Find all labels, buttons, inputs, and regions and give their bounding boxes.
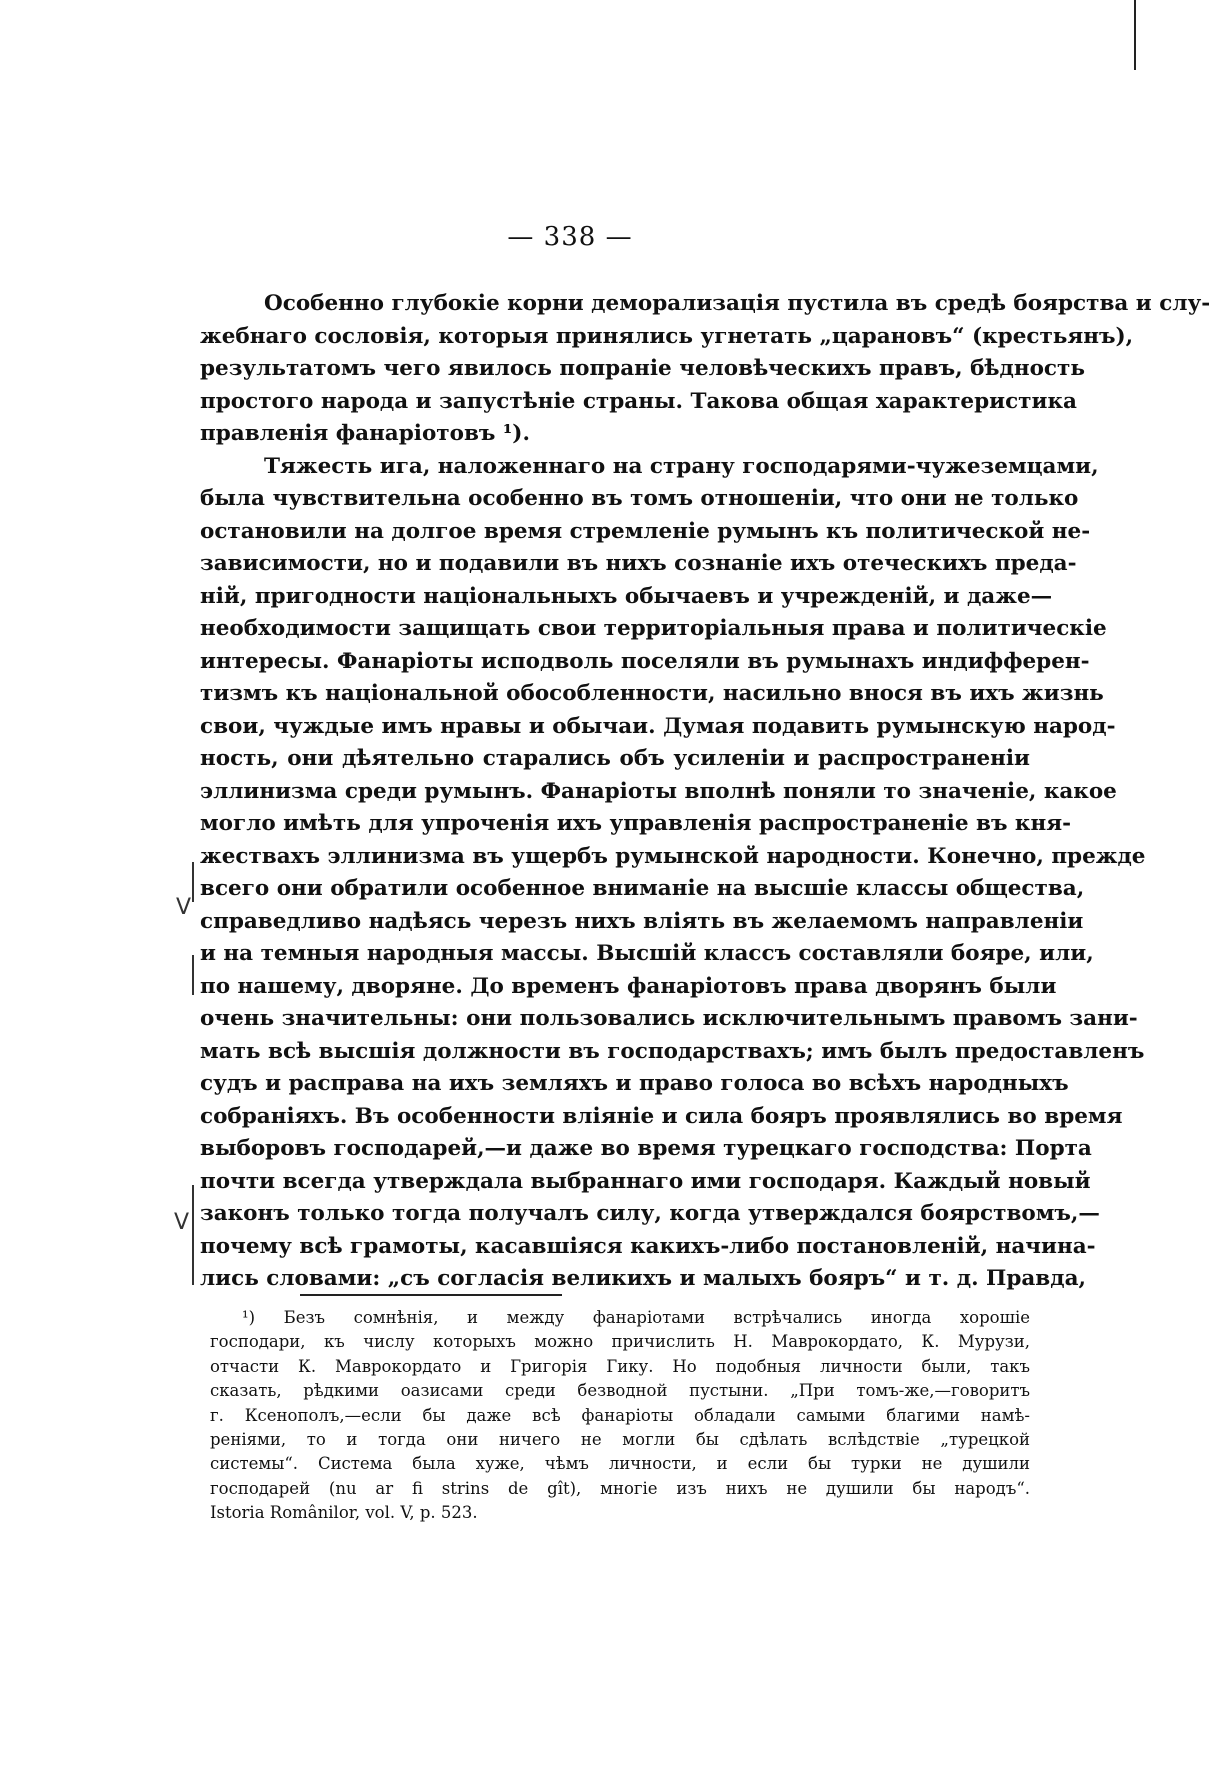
- text-line: по нашему, дворяне. До временъ фанаріотовъ права дворянъ были: [200, 973, 1057, 999]
- footnote-divider: [300, 1294, 562, 1296]
- text-line: тизмъ къ національной обособленности, насильно внося въ ихъ жизнь: [200, 681, 1104, 706]
- text-line: была чувствительна особенно въ томъ отношеніи, что они не только: [200, 486, 1079, 511]
- footnote-line: реніями, то и тогда они ничего не могли бы сдѣлать вслѣдствіе „турецкой: [210, 1429, 1030, 1449]
- text-line: судъ и расправа на ихъ земляхъ и право голоса во всѣхъ народныхъ: [200, 1071, 1069, 1096]
- text-line: результатомъ чего явилось попраніе человѣческихъ правъ, бѣдность: [200, 356, 1085, 381]
- page-edge-line: [1134, 0, 1136, 70]
- margin-check-mark: V: [174, 1210, 190, 1235]
- text-line: и на темныя народныя массы. Высшій классъ составляли бояре, или,: [200, 941, 1094, 966]
- text-line: могло имѣть для упроченія ихъ управленія распространеніе въ кня-: [200, 811, 1072, 836]
- text-line: мать всѣ высшія должности въ господарствахъ; имъ былъ предоставленъ: [200, 1038, 1145, 1064]
- footnote-line: г. Ксенополъ,—если бы даже всѣ фанаріоты обладали самыми благими намѣ-: [210, 1405, 1030, 1425]
- footnote-line: системы“. Система была хуже, чѣмъ личности, и если бы турки не душили: [210, 1454, 1030, 1474]
- text-line: остановили на долгое время стремленіе румынъ къ политической не-: [200, 518, 1091, 544]
- margin-bracket: [192, 955, 194, 995]
- text-line: собраніяхъ. Въ особенности вліяніе и сила бояръ проявлялись во время: [200, 1103, 1123, 1129]
- text-line: почему всѣ грамоты, касавшіяся какихъ-либо постановленій, начина-: [200, 1233, 1096, 1259]
- footnote-line: господарей (nu ar fi strins de gît), многіе изъ нихъ не душили бы народъ“.: [210, 1478, 1030, 1498]
- text-line: справедливо надѣясь черезъ нихъ вліять въ желаемомъ направленіи: [200, 908, 1084, 934]
- text-line: зависимости, но и подавили въ нихъ сознаніе ихъ отеческихъ преда-: [200, 551, 1077, 576]
- main-text-block: [200, 288, 1210, 1296]
- footnote-line: Istoria Românilor, vol. V, p. 523.: [210, 1503, 478, 1523]
- margin-check-mark: V: [176, 895, 192, 920]
- margin-bracket: [192, 1185, 194, 1285]
- text-line: всего они обратили особенное вниманіе на высшіе классы общества,: [200, 876, 1085, 901]
- text-line: правленія фанаріотовъ ¹).: [200, 421, 530, 446]
- footnote-block: [210, 1306, 1030, 1526]
- text-line: жествахъ эллинизма въ ущербъ румынской народности. Конечно, прежде: [200, 843, 1146, 869]
- page-number-header: — 338 —: [507, 222, 633, 252]
- text-line: ность, они дѣятельно старались объ усиленіи и распространеніи: [200, 746, 1030, 771]
- text-line: очень значительны: они пользовались исключительнымъ правомъ зани-: [200, 1006, 1138, 1031]
- footnote-line: господари, къ числу которыхъ можно причислить Н. Маврокордато, К. Мурузи,: [210, 1332, 1030, 1352]
- footnote-line: сказать, рѣдкими оазисами среди безводной пустыни. „При томъ-же,—говоритъ: [210, 1381, 1030, 1401]
- text-line: свои, чуждые имъ нравы и обычаи. Думая подавить румынскую народ-: [200, 713, 1116, 739]
- text-line: лись словами: „съ согласія великихъ и малыхъ бояръ“ и т. д. Правда,: [200, 1266, 1086, 1291]
- text-line: эллинизма среди румынъ. Фанаріоты вполнѣ поняли то значеніе, какое: [200, 778, 1117, 804]
- text-line: законъ только тогда получалъ силу, когда утверждался боярствомъ,—: [200, 1201, 1100, 1226]
- text-line: выборовъ господарей,—и даже во время турецкаго господства: Порта: [200, 1136, 1092, 1161]
- text-line: ній, пригодности національныхъ обычаевъ и учрежденій, и даже—: [200, 583, 1053, 609]
- text-line: простого народа и запустѣніе страны. Такова общая характеристика: [200, 388, 1077, 414]
- text-line: Тяжесть ига, наложеннаго на страну господарями-чужеземцами,: [264, 453, 1099, 479]
- footnote-line: ¹) Безъ сомнѣнія, и между фанаріотами встрѣчались иногда хорошіе: [242, 1308, 1030, 1327]
- text-line: почти всегда утверждала выбраннаго ими господаря. Каждый новый: [200, 1168, 1091, 1194]
- margin-bracket: [192, 862, 194, 902]
- text-line: Особенно глубокіе корни деморализація пустила въ средѣ боярства и слу-: [264, 291, 1210, 316]
- footnote-line: отчасти К. Маврокордато и Григорія Гику. Но подобныя личности были, такъ: [210, 1356, 1030, 1376]
- text-line: необходимости защищать свои территоріальныя права и политическіе: [200, 616, 1107, 641]
- text-line: жебнаго сословія, которыя принялись угнетать „царановъ“ (крестьянъ),: [200, 323, 1134, 349]
- text-line: интересы. Фанаріоты исподволь поселяли въ румынахъ индифферен-: [200, 648, 1090, 674]
